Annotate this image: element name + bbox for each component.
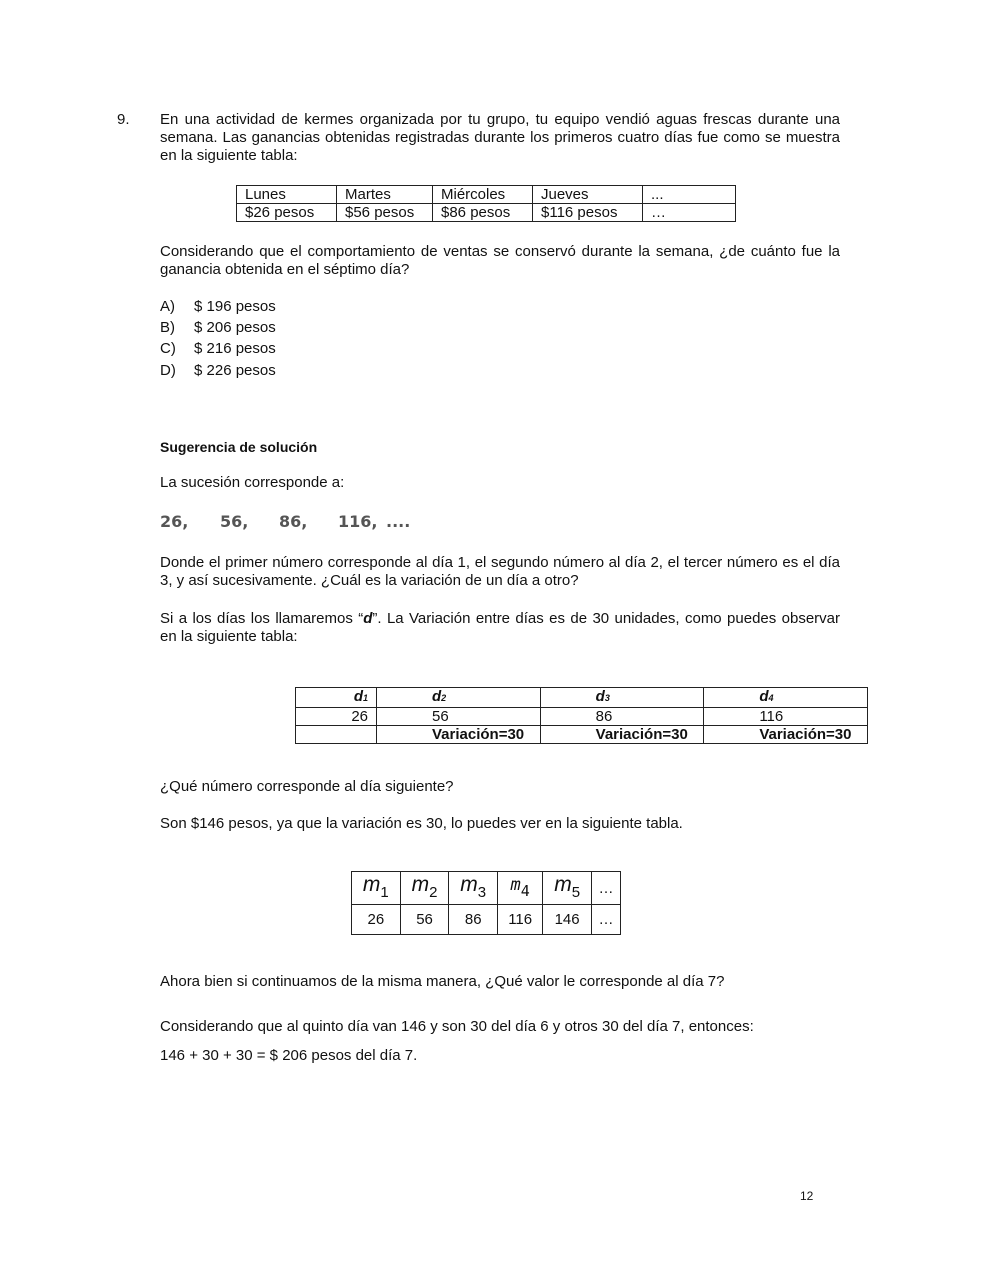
value-cell: $26 pesos — [237, 204, 337, 222]
value-cell: … — [643, 204, 736, 222]
header-cell: d4 — [704, 688, 868, 708]
option-text: $ 196 pesos — [194, 298, 276, 315]
sequence-term: 86, — [279, 512, 308, 531]
header-cell: $m_2$ — [400, 872, 449, 905]
header-cell: ... — [643, 186, 736, 204]
value-cell: 56 — [377, 708, 541, 726]
variation-cell: Variación=30 — [377, 726, 541, 744]
ellipsis-cell: … — [591, 905, 620, 935]
header-cell: Martes — [337, 186, 433, 204]
value-cell: $56 pesos — [337, 204, 433, 222]
option-c[interactable] — [160, 340, 276, 357]
question-text: En una actividad de kermes organizada por tu grupo, tu equipo vendió aguas frescas durante una semana. Las ganancias obtenidas registradas durante los primeros cuatro días fue como se muestra en la siguiente tabla: — [160, 111, 840, 164]
value-cell: 86 — [449, 905, 498, 935]
question-day-7: Ahora bien si continuamos de la misma manera, ¿Qué valor le corresponde al día 7? — [160, 973, 725, 990]
page-number: 12 — [800, 1189, 814, 1203]
value-cell: $116 pesos — [533, 204, 643, 222]
terms-table — [351, 871, 621, 935]
value-cell: 26 — [296, 708, 377, 726]
option-letter: D) — [160, 362, 176, 379]
value-cell: 26 — [352, 905, 401, 935]
option-a[interactable] — [160, 298, 276, 315]
option-letter: B) — [160, 319, 175, 336]
option-text: $ 216 pesos — [194, 340, 276, 357]
option-letter: A) — [160, 298, 175, 315]
answer-next-day: Son $146 pesos, ya que la variación es 30, lo puedes ver en la siguiente tabla. — [160, 815, 683, 832]
header-cell: $m_3$ — [449, 872, 498, 905]
header-cell: Jueves — [533, 186, 643, 204]
text: ”. La Variación entre días es de 30 unidades, como puedes observar en la siguiente tabla: — [160, 610, 841, 645]
value-cell: 146 — [543, 905, 592, 935]
question-next-day: ¿Qué número corresponde al día siguiente? — [160, 778, 454, 795]
header-cell: Lunes — [237, 186, 337, 204]
question-prompt: Considerando que el comportamiento de ventas se conservó durante la semana, ¿de cuánto fue la ganancia obtenida en el séptimo día? — [160, 243, 840, 278]
header-cell: $m_4$ — [498, 872, 543, 905]
solution-paragraph-3: Considerando que al quinto día van 146 y son 30 del día 6 y otros 30 del día 7, entonces: — [160, 1018, 754, 1035]
value-cell: 56 — [400, 905, 449, 935]
header-cell: $m_5$ — [543, 872, 592, 905]
variation-cell: Variación=30 — [704, 726, 868, 744]
solution-title: Sugerencia de solución — [160, 439, 318, 455]
final-result: 146 + 30 + 30 = $ 206 pesos del día 7. — [160, 1047, 418, 1064]
text: Si a los días los llamaremos “ — [160, 610, 364, 627]
empty-cell — [296, 726, 377, 744]
header-cell: $m_1$ — [352, 872, 401, 905]
variation-cell: Variación=30 — [540, 726, 704, 744]
header-cell: d1 — [296, 688, 377, 708]
question-number: 9. — [117, 111, 130, 128]
ellipsis-cell: … — [591, 872, 620, 905]
value-cell: 116 — [498, 905, 543, 935]
value-cell: 116 — [704, 708, 868, 726]
option-text: $ 226 pesos — [194, 362, 276, 379]
header-cell: Miércoles — [433, 186, 533, 204]
option-b[interactable] — [160, 319, 276, 336]
option-d[interactable] — [160, 362, 276, 379]
value-cell: $86 pesos — [433, 204, 533, 222]
sales-table — [236, 185, 736, 222]
variable-d: d — [363, 610, 373, 627]
header-cell: d2 — [377, 688, 541, 708]
sequence-term: 56, — [220, 512, 249, 531]
sequence-term: .... — [386, 512, 411, 531]
value-cell: 86 — [540, 708, 704, 726]
variation-table — [295, 687, 868, 744]
header-cell: d3 — [540, 688, 704, 708]
sequence-term: 116, — [338, 512, 378, 531]
option-letter: C) — [160, 340, 176, 357]
solution-intro: La sucesión corresponde a: — [160, 474, 345, 491]
solution-paragraph-1: Donde el primer número corresponde al día 1, el segundo número al día 2, el tercer número es el día 3, y así sucesivamente. ¿Cuál es la variación de un día a otro? — [160, 554, 840, 589]
sequence-term: 26, — [160, 512, 189, 531]
option-text: $ 206 pesos — [194, 319, 276, 336]
solution-paragraph-2 — [160, 610, 840, 646]
